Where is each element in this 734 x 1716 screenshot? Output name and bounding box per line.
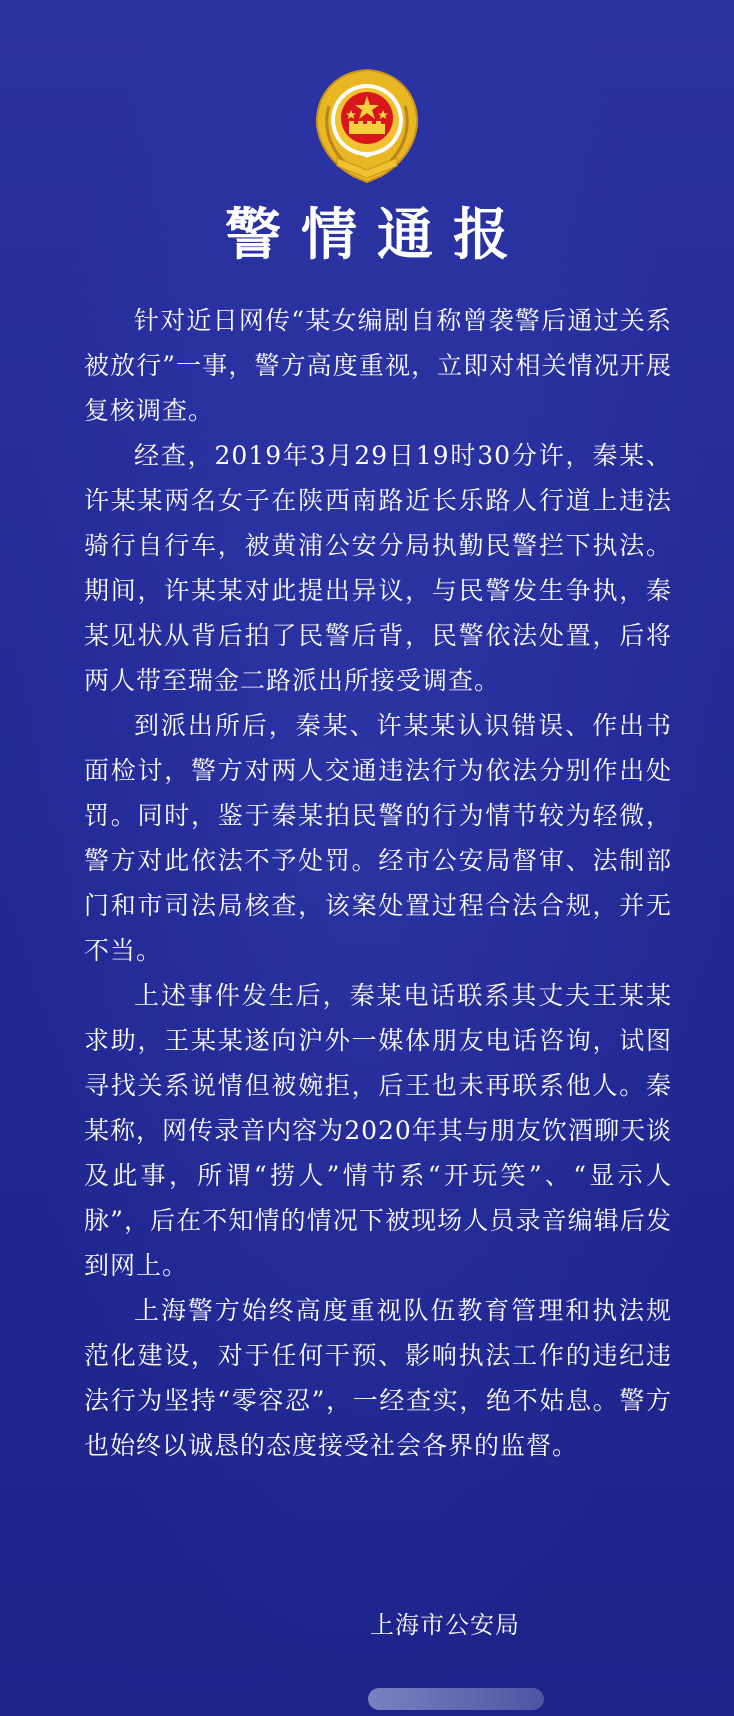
- notice-paragraph: 针对近日网传“某女编剧自称曾袭警后通过关系被放行”一事，警方高度重视，立即对相关情况开展复核调查。: [84, 306, 672, 425]
- watermark: [368, 1688, 544, 1710]
- notice-paragraph: 到派出所后，秦某、许某某认识错误、作出书面检讨，警方对两人交通违法行为依法分别作出处罚。同时，鉴于秦某拍民警的行为情节较为轻微，警方对此依法不予处罚。经市公安局督审、法制部门和市司法局核查，该案处置过程合法合规，并无不当。: [84, 711, 672, 965]
- notice-body: [84, 298, 672, 1468]
- notice-paragraph: 上海警方始终高度重视队伍教育管理和执法规范化建设，对于任何干预、影响执法工作的违纪违法行为坚持“零容忍”，一经查实，绝不姑息。警方也始终以诚恳的态度接受社会各界的监督。: [84, 1296, 672, 1460]
- notice-paragraph: 经查，2019年3月29日19时30分许，秦某、许某某两名女子在陕西南路近长乐路人行道上违法骑行自行车，被黄浦公安分局执勤民警拦下执法。期间，许某某对此提出异议，与民警发生争执，秦某见状从背后拍了民警后背，民警依法处置，后将两人带至瑞金二路派出所接受调查。: [84, 441, 672, 695]
- notice-title: 警情通报: [225, 203, 529, 268]
- issuer-signature: 上海市公安局: [370, 1611, 520, 1639]
- notice-paragraph: 上述事件发生后，秦某电话联系其丈夫王某某求助，王某某遂向沪外一媒体朋友电话咨询，试图寻找关系说情但被婉拒，后王也未再联系他人。秦某称，网传录音内容为2020年其与朋友饮酒聊天谈及此事，所谓“捞人”情节系“开玩笑”、“显示人脉”，后在不知情的情况下被现场人员录音编辑后发到网上。: [84, 981, 672, 1280]
- police-emblem-icon: [307, 66, 427, 186]
